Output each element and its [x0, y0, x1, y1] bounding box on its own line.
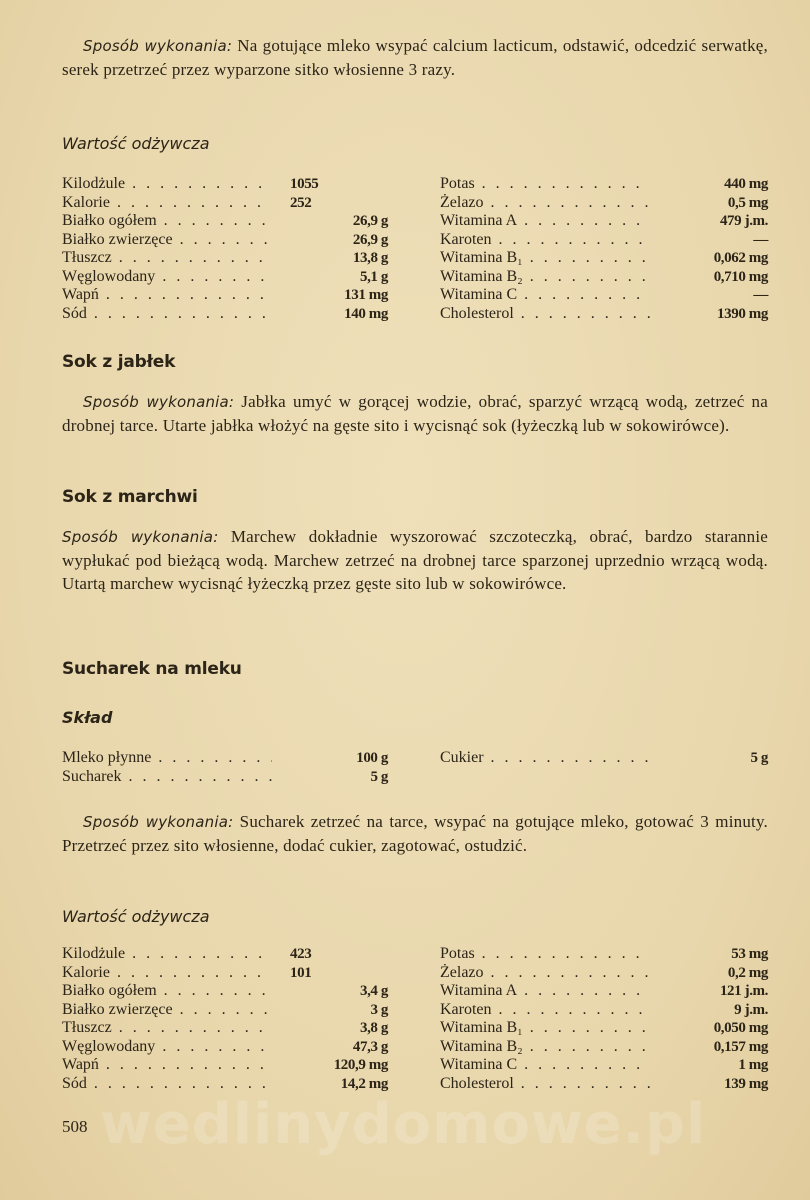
nutrient-label: Sód . . .	[62, 1075, 272, 1094]
table-row	[62, 1075, 768, 1094]
nutrient-label: Kilodżule . . .	[62, 175, 272, 194]
nutrient-value: —	[753, 231, 768, 248]
nutrient-label: Żelazo . . .	[440, 964, 650, 983]
table-row	[62, 249, 768, 268]
nutrient-value: 3,8 g	[359, 1020, 388, 1036]
nutrient-label: Tłuszcz . . .	[62, 1019, 272, 1038]
table-row	[62, 945, 768, 964]
method-label: Sposób wykonania:	[83, 813, 234, 831]
table-row	[62, 231, 768, 250]
nutrient-label: Witamina A . . .	[440, 982, 650, 1001]
nutrient-label: Sucharek . . .	[62, 768, 272, 787]
table-row	[62, 1056, 768, 1075]
section-title-carrot-juice: Sok z marchwi	[62, 487, 198, 507]
nutrient-value: 26,9 g	[352, 213, 388, 229]
nutrient-value: 252	[290, 194, 312, 211]
table-row	[62, 212, 768, 231]
nutrient-label: Cholesterol . . .	[440, 305, 650, 324]
nutrient-label: Białko zwierzęce . . .	[62, 1001, 272, 1020]
nutrient-value: 1390 mg	[717, 305, 768, 322]
nutrient-label: Witamina A . . .	[440, 212, 650, 231]
nutrient-value: 9 j.m.	[734, 1001, 768, 1018]
nutrient-value: 26,9 g	[352, 231, 388, 248]
nutrient-value: 0,050 mg	[713, 1020, 768, 1036]
nutrient-label: Kalorie . . .	[62, 194, 272, 213]
nutrient-value: 440 mg	[724, 176, 768, 192]
nutrient-label: Sód . . .	[62, 305, 272, 324]
nutrient-label: Potas . . .	[440, 175, 650, 194]
rusk-milk-method	[62, 810, 768, 857]
watermark: wedlinydomowe.pl	[100, 1092, 707, 1157]
table-row	[62, 982, 768, 1001]
carrot-juice-method	[62, 525, 768, 595]
nutrient-label: Witamina C . . .	[440, 1056, 650, 1075]
table-row	[62, 964, 768, 983]
nutrient-label: Węglowodany . . .	[62, 268, 272, 287]
nutrient-label: Białko ogółem . . .	[62, 982, 272, 1001]
nutrient-value: 140 mg	[344, 305, 388, 322]
table-row	[62, 1001, 768, 1020]
method-text: Marchew dokładnie wyszorować szczoteczką, obrać, bardzo starannie wypłukać pod bieżącą wodą. Marchew zetrzeć na drobnej tarce sparzonej uprzednio wrzącą wodą. Utartą marchew wycisnąć łyżeczką przez gęste sito lub w sokowirówce.	[62, 527, 769, 593]
nutrient-label: Potas . . .	[440, 945, 650, 964]
nutrient-value: 139 mg	[724, 1075, 768, 1092]
nutrient-label: Tłuszcz . . .	[62, 249, 272, 268]
method-text: Sucharek zetrzeć na tarce, wsypać na gotujące mleko, gotować 3 minuty. Przetrzeć przez sito włosienne, dodać cukier, zagotować, ostudzić.	[62, 812, 769, 855]
nutrient-value: 5 g	[370, 768, 388, 785]
nutrition-table-2	[62, 945, 768, 1093]
nutrient-value: 120,9 mg	[333, 1057, 388, 1073]
nutrient-label: Cukier . . .	[440, 749, 650, 768]
nutrient-label: Witamina B₁ . . .	[440, 249, 650, 268]
nutrient-value: 53 mg	[731, 946, 768, 962]
nutrition-table-1	[62, 175, 768, 323]
nutrient-value: 0,157 mg	[713, 1038, 768, 1055]
method-label: Sposób wykonania:	[62, 528, 219, 546]
nutrient-label: Mleko płynne . . .	[62, 749, 272, 768]
nutrient-value: 0,062 mg	[713, 250, 768, 266]
nutrient-value: 0,710 mg	[713, 268, 768, 285]
nutrient-value: 13,8 g	[352, 250, 388, 266]
nutrition-title: Wartość odżywcza	[62, 907, 210, 926]
table-row	[62, 749, 768, 768]
nutrient-label: Żelazo . . .	[440, 194, 650, 213]
nutrient-value: 5,1 g	[359, 268, 388, 285]
method-text: Jabłka umyć w gorącej wodzie, obrać, sparzyć wrzącą wodą, zetrzeć na drobnej tarce. Utarte jabłka włożyć na gęste sito i wycisnąć sok (łyżeczką lub w sokowirówce).	[62, 392, 768, 435]
nutrient-label: Wapń . . .	[62, 286, 272, 305]
nutrient-label: Witamina B₂ . . .	[440, 1038, 650, 1057]
nutrient-label: Białko ogółem . . .	[62, 212, 272, 231]
table-row	[62, 1038, 768, 1057]
nutrient-label: Kalorie . . .	[62, 964, 272, 983]
table-row	[62, 194, 768, 213]
nutrient-value: 0,5 mg	[727, 194, 768, 211]
nutrient-value: 0,2 mg	[727, 964, 768, 981]
nutrient-label: Kilodżule . . .	[62, 945, 272, 964]
page-number: 508	[62, 1117, 88, 1136]
table-row	[62, 1019, 768, 1038]
table-row	[62, 268, 768, 287]
apple-juice-method	[62, 390, 768, 437]
nutrient-label: Karoten . . .	[440, 231, 650, 250]
nutrient-value: 101	[290, 964, 312, 981]
nutrient-value: 3 g	[370, 1001, 388, 1018]
method-label: Sposób wykonania:	[83, 393, 235, 411]
nutrient-label: Karoten . . .	[440, 1001, 650, 1020]
method-text: Na gotujące mleko wsypać calcium lacticum, odstawić, odcedzić serwatkę, serek przetrzeć przez wyparzone sitko włosienne 3 razy.	[62, 36, 768, 79]
nutrient-value: —	[753, 287, 768, 303]
nutrient-label: Cholesterol . . .	[440, 1075, 650, 1094]
nutrition-title: Wartość odżywcza	[62, 134, 210, 153]
nutrient-value: 47,3 g	[352, 1038, 388, 1055]
ingredients-table	[62, 749, 768, 786]
table-row	[62, 305, 768, 324]
ingredients-title: Skład	[62, 708, 113, 727]
nutrient-label: Witamina C . . .	[440, 286, 650, 305]
section-title-apple-juice: Sok z jabłek	[62, 352, 176, 372]
nutrient-value: 100 g	[356, 750, 388, 766]
nutrient-label: Witamina B₂ . . .	[440, 268, 650, 287]
nutrient-value: 1055	[290, 176, 319, 192]
nutrient-label: Węglowodany . . .	[62, 1038, 272, 1057]
table-row	[62, 768, 768, 787]
nutrient-value: 479 j.m.	[719, 213, 768, 229]
table-row	[62, 286, 768, 305]
nutrient-value: 14,2 mg	[340, 1075, 388, 1092]
nutrient-value: 423	[290, 946, 312, 962]
nutrient-value: 3,4 g	[359, 983, 388, 999]
method-label: Sposób wykonania:	[83, 37, 233, 55]
nutrient-value: 121 j.m.	[719, 983, 768, 999]
section1-method	[62, 34, 768, 81]
nutrient-label: Białko zwierzęce . . .	[62, 231, 272, 250]
nutrient-value: 131 mg	[344, 287, 388, 303]
section-title-rusk-milk: Sucharek na mleku	[62, 659, 242, 679]
table-row	[62, 175, 768, 194]
nutrient-label: Wapń . . .	[62, 1056, 272, 1075]
nutrient-label: Witamina B₁ . . .	[440, 1019, 650, 1038]
nutrient-value: 5 g	[750, 750, 768, 766]
nutrient-value: 1 mg	[738, 1057, 768, 1073]
